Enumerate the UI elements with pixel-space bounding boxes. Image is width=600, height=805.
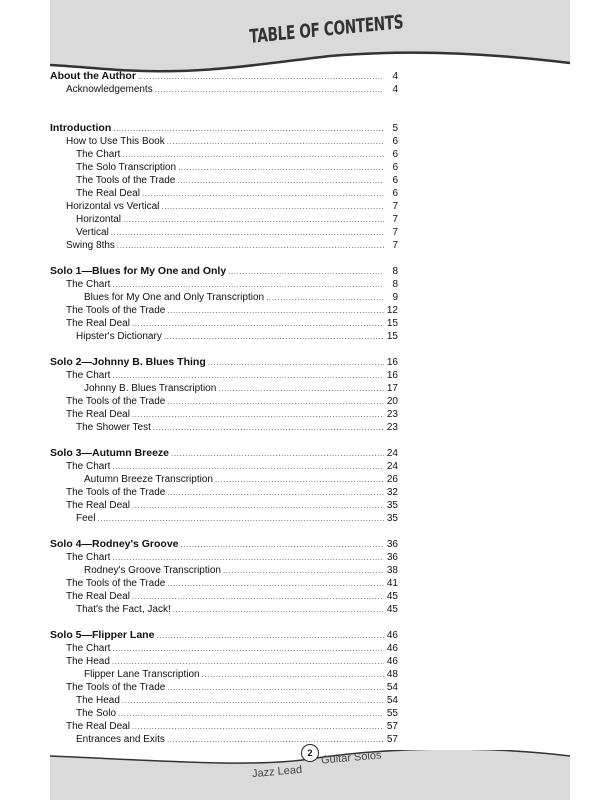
spacer [50,525,398,538]
toc-entry-label: Solo 2—Johnny B. Blues Thing [50,356,206,368]
toc-page-number: 15 [386,331,398,342]
toc-entry-label: Hipster's Dictionary [76,331,162,342]
toc-entry[interactable] [50,382,398,395]
dot-leader [138,70,384,83]
toc-entry[interactable] [50,668,398,681]
toc-page-number: 41 [386,578,398,589]
dot-leader [112,551,384,564]
toc-entry-label: The Tools of the Trade [76,175,176,186]
spacer [50,434,398,447]
dot-leader [202,668,384,681]
dot-leader [118,707,384,720]
toc-entry[interactable] [50,408,398,421]
toc-entry-label: The Tools of the Trade [66,305,166,316]
toc-entry[interactable] [50,473,398,486]
toc-entry-label: Swing 8ths [66,240,115,251]
toc-section-entry[interactable] [50,538,398,551]
toc-entry[interactable] [50,421,398,434]
toc-page-number: 26 [386,474,398,485]
toc-entry[interactable] [50,681,398,694]
footer-book-title-left: Jazz Lead [251,763,303,781]
toc-page-number: 8 [392,279,398,290]
dot-leader [155,83,384,96]
toc-page-number: 16 [386,357,398,368]
toc-entry-label: The Real Deal [66,409,130,420]
toc-entry[interactable] [50,226,398,239]
toc-page-number: 16 [386,370,398,381]
toc-section-entry[interactable] [50,629,398,642]
toc-entry[interactable] [50,577,398,590]
toc-page-number: 54 [386,695,398,706]
toc-page-number: 24 [386,461,398,472]
toc-entry[interactable] [50,551,398,564]
dot-leader [122,694,384,707]
toc-entry[interactable] [50,564,398,577]
toc-entry-label: The Real Deal [66,591,130,602]
toc-entry[interactable] [50,148,398,161]
dot-leader [167,681,384,694]
toc-entry-label: The Chart [66,643,111,654]
dot-leader [132,317,384,330]
toc-section-entry[interactable] [50,447,398,460]
toc-section-entry[interactable] [50,356,398,369]
toc-entry-label: Flipper Lane Transcription [84,669,200,680]
toc-page-number: 32 [386,487,398,498]
toc-entry-label: The Chart [66,461,111,472]
dot-leader [142,187,384,200]
toc-entry[interactable] [50,733,398,746]
toc-page-number: 7 [392,214,398,225]
spacer [50,616,398,629]
dot-leader [167,395,384,408]
toc-page-number: 55 [386,708,398,719]
dot-leader [164,330,384,343]
toc-entry[interactable] [50,83,398,96]
toc-page-number: 4 [392,84,398,95]
toc-page-number: 8 [392,266,398,277]
toc-entry-label: Rodney's Groove Transcription [84,565,221,576]
toc-page-number: 35 [386,500,398,511]
dot-leader [167,304,384,317]
toc-entry[interactable] [50,720,398,733]
toc-entry-label: Horizontal [76,214,122,225]
toc-page-number: 6 [392,188,398,199]
toc-entry[interactable] [50,642,398,655]
dot-leader [112,642,384,655]
page-number-badge: 2 [301,744,319,762]
toc-page-number: 20 [386,396,398,407]
dot-leader [153,421,384,434]
toc-entry-label: Feel [76,513,96,524]
dot-leader [167,577,384,590]
toc-entry-label: The Tools of the Trade [66,578,166,589]
toc-page-number: 15 [386,318,398,329]
dot-leader [167,486,384,499]
toc-entry-label: The Chart [66,370,111,381]
toc-entry-label: Horizontal vs Vertical [66,201,160,212]
dot-leader [132,720,384,733]
toc-section-entry[interactable] [50,70,398,83]
toc-page-number: 24 [386,448,398,459]
page-footer [0,750,600,800]
dot-leader [112,369,384,382]
toc-entry[interactable] [50,200,398,213]
toc-entry[interactable] [50,317,398,330]
dot-leader [161,200,384,213]
toc-entry[interactable] [50,395,398,408]
toc-page-number: 4 [392,71,398,82]
dot-leader [112,655,384,668]
toc-entry[interactable] [50,369,398,382]
dot-leader [167,135,384,148]
toc-page-number: 35 [386,513,398,524]
dot-leader [218,382,384,395]
toc-page-number: 48 [386,669,398,680]
toc-entry-label: Solo 3—Autumn Breeze [50,447,170,459]
toc-entry[interactable] [50,590,398,603]
toc-entry-label: The Chart [66,279,111,290]
toc-entry[interactable] [50,135,398,148]
toc-page-number: 57 [386,721,398,732]
toc-page-number: 12 [386,305,398,316]
dot-leader [266,291,384,304]
toc-entry-label: The Real Deal [66,500,130,511]
toc-entry[interactable] [50,512,398,525]
toc-entry[interactable] [50,486,398,499]
toc-page-number: 23 [386,409,398,420]
toc-entry-label: About the Author [50,70,136,82]
dot-leader [215,473,384,486]
dot-leader [113,122,384,135]
dot-leader [178,161,384,174]
toc-page-number: 17 [386,383,398,394]
toc-entry[interactable] [50,694,398,707]
toc-entry[interactable] [50,291,398,304]
toc-entry[interactable] [50,174,398,187]
toc-entry-label: Blues for My One and Only Transcription [84,292,265,303]
toc-entry[interactable] [50,655,398,668]
toc-section-entry[interactable] [50,122,398,135]
toc-page-number: 45 [386,591,398,602]
toc-entry-label: Entrances and Exits [76,734,165,745]
toc-entry-label: Solo 1—Blues for My One and Only [50,265,227,277]
toc-entry[interactable] [50,187,398,200]
toc-entry[interactable] [50,707,398,720]
toc-page-number: 23 [386,422,398,433]
dot-leader [208,356,384,369]
toc-page-number: 36 [386,552,398,563]
dot-leader [112,460,384,473]
toc-page-number: 6 [392,136,398,147]
dot-leader [122,148,384,161]
toc-page-number: 7 [392,240,398,251]
table-of-contents [50,70,398,746]
toc-entry-label: Johnny B. Blues Transcription [84,383,217,394]
dot-leader [117,239,384,252]
toc-page-number: 6 [392,162,398,173]
toc-page-number: 46 [386,643,398,654]
toc-entry-label: Autumn Breeze Transcription [84,474,213,485]
dot-leader [123,213,384,226]
spacer [50,252,398,265]
toc-page-number: 9 [392,292,398,303]
toc-page-number: 46 [386,630,398,641]
spacer [50,96,398,109]
dot-leader [97,512,384,525]
dot-leader [132,590,384,603]
toc-entry-label: The Chart [66,552,111,563]
toc-page-number: 54 [386,682,398,693]
toc-page-number: 7 [392,227,398,238]
toc-entry-label: The Head [66,656,110,667]
dot-leader [111,226,384,239]
toc-entry[interactable] [50,239,398,252]
toc-entry-label: The Real Deal [66,721,130,732]
toc-entry-label: Solo 4—Rodney's Groove [50,538,179,550]
dot-leader [228,265,384,278]
toc-entry-label: How to Use This Book [66,136,165,147]
toc-entry-label: That's the Fact, Jack! [76,604,171,615]
dot-leader [171,447,384,460]
toc-entry-label: Introduction [50,122,112,134]
toc-entry-label: The Real Deal [66,318,130,329]
toc-page-number: 6 [392,175,398,186]
toc-entry-label: Vertical [76,227,109,238]
toc-page-number: 6 [392,149,398,160]
page-title: TABLE OF CONTENTS [248,11,404,48]
dot-leader [167,733,384,746]
toc-entry-label: Acknowledgements [66,84,153,95]
toc-entry-label: The Shower Test [76,422,151,433]
toc-entry[interactable] [50,603,398,616]
spacer [50,343,398,356]
toc-entry[interactable] [50,278,398,291]
spacer [50,109,398,122]
toc-entry[interactable] [50,499,398,512]
toc-page-number: 57 [386,734,398,745]
toc-page-number: 7 [392,201,398,212]
toc-entry[interactable] [50,213,398,226]
toc-entry-label: The Real Deal [76,188,140,199]
dot-leader [173,603,384,616]
dot-leader [112,278,384,291]
toc-entry[interactable] [50,330,398,343]
toc-entry[interactable] [50,161,398,174]
toc-page-number: 38 [386,565,398,576]
toc-entry-label: The Solo Transcription [76,162,177,173]
toc-page-number: 5 [392,123,398,134]
toc-entry[interactable] [50,460,398,473]
dot-leader [132,499,384,512]
toc-entry-label: The Tools of the Trade [66,396,166,407]
dot-leader [181,538,384,551]
toc-entry[interactable] [50,304,398,317]
toc-entry-label: The Chart [76,149,121,160]
toc-entry-label: The Tools of the Trade [66,682,166,693]
dot-leader [156,629,384,642]
dot-leader [223,564,384,577]
toc-page-number: 36 [386,539,398,550]
dot-leader [177,174,384,187]
toc-page-number: 46 [386,656,398,667]
toc-entry-label: The Head [76,695,120,706]
toc-entry-label: The Solo [76,708,117,719]
toc-entry-label: Solo 5—Flipper Lane [50,629,155,641]
toc-page-number: 45 [386,604,398,615]
page-header [0,0,600,80]
toc-section-entry[interactable] [50,265,398,278]
footer-book-title-right: Guitar Solos [320,749,382,767]
dot-leader [132,408,384,421]
toc-entry-label: The Tools of the Trade [66,487,166,498]
